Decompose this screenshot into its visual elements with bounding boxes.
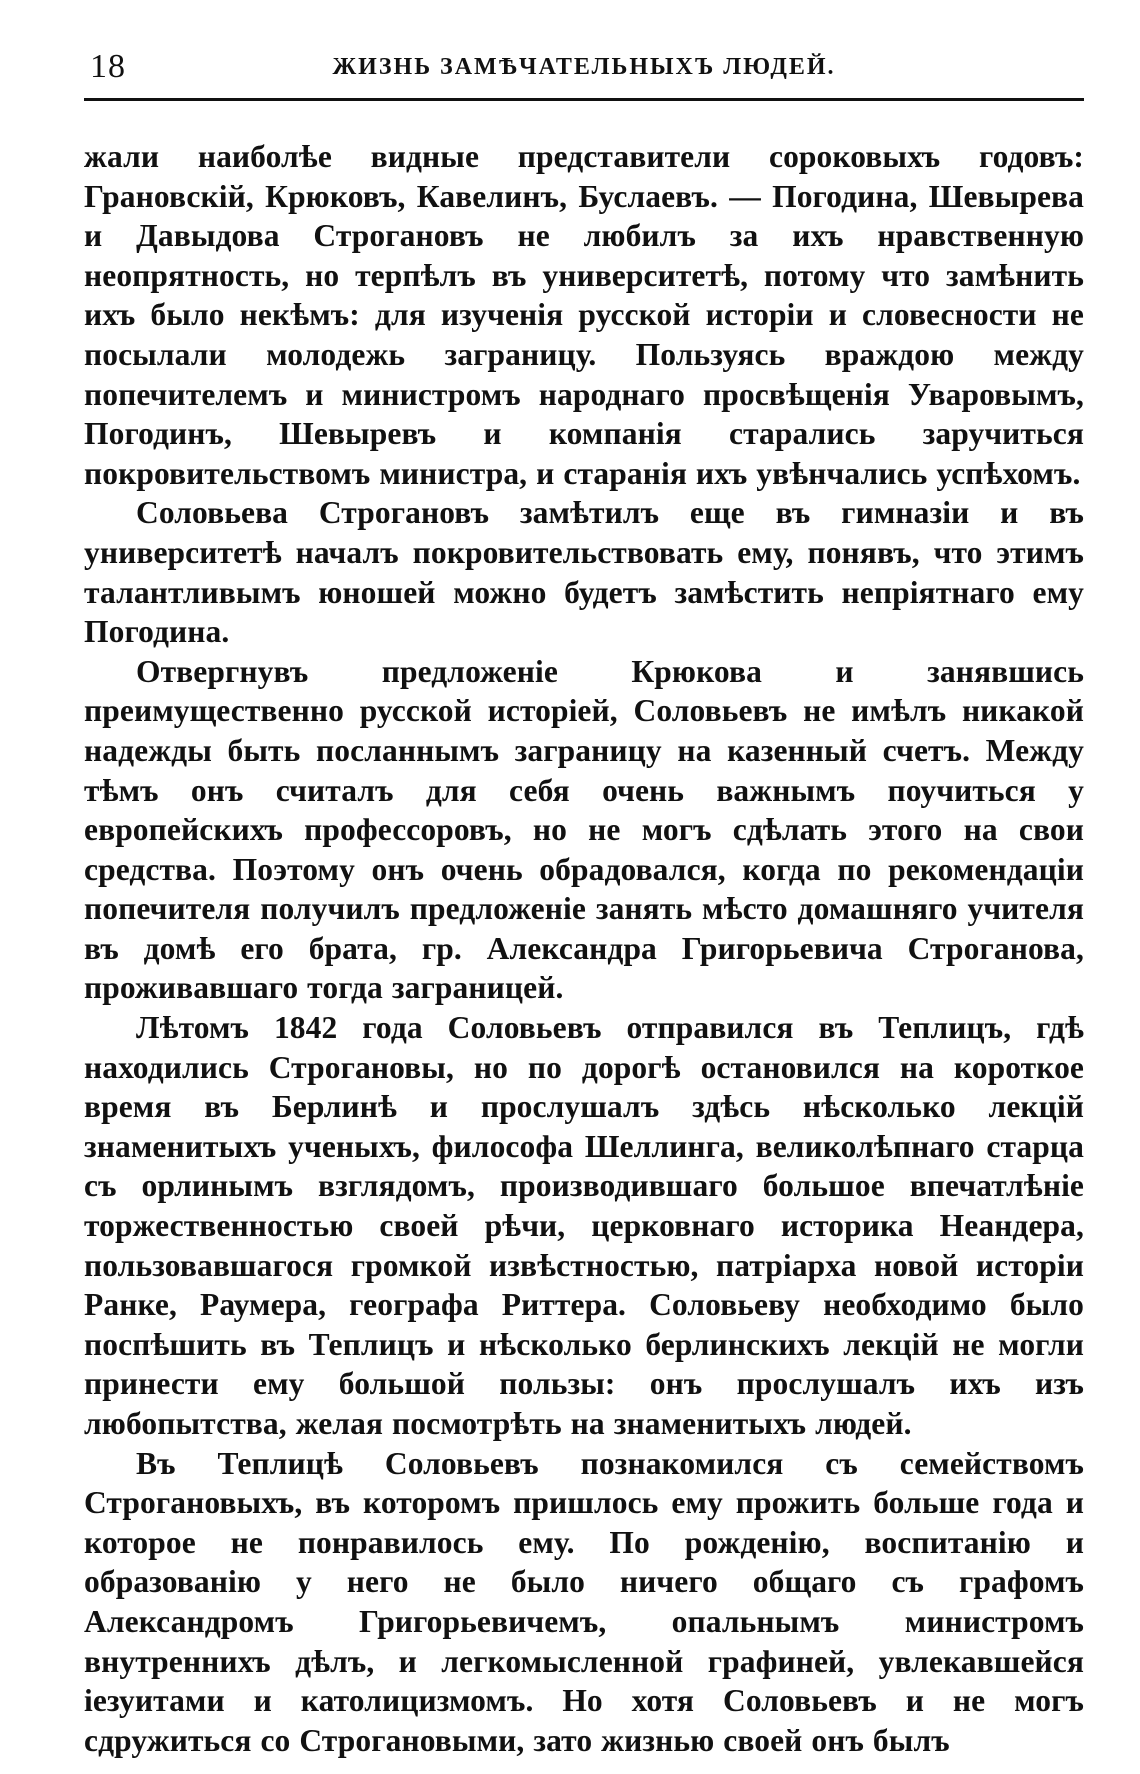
paragraph: Въ Теплицѣ Соловьевъ познакомился съ семействомъ Строгановыхъ, въ которомъ пришлось ему прожить больше года и которое не понравилось ему. По рожденію, воспитанію и образованію у него не было ничего общаго съ графомъ Александромъ Григорьевичемъ, опальнымъ министромъ внутреннихъ дѣлъ, и легкомысленной графиней, увлекавшейся іезуитами и католицизмомъ. Но хотя Соловьевъ и не могъ сдружиться со Строгановыми, зато жизнью своей онъ былъ bbox=[84, 1445, 1084, 1758]
page-number: 18 bbox=[90, 48, 126, 85]
paragraph: Отвергнувъ предложеніе Крюкова и занявшись преимущественно русской исторіей, Соловьевъ не имѣлъ никакой надежды быть посланнымъ заграницу на казенный счетъ. Между тѣмъ онъ считалъ для себя очень важнымъ поучиться у европейскихъ профессоровъ, но не могъ сдѣлать этого на свои средства. Поэтому онъ очень обрадовался, когда по рекомендаціи попечителя получилъ предложеніе занять мѣсто домашняго учителя въ домѣ его брата, гр. Александра Григорьевича Строганова, проживавшаго тогда заграницей. bbox=[84, 653, 1084, 1006]
paragraph: Соловьева Строгановъ замѣтилъ еще въ гимназіи и въ университетѣ началъ покровительствовать ему, понявъ, что этимъ талантливымъ юношей можно будетъ замѣстить непріятнаго ему Погодина. bbox=[84, 495, 1084, 650]
book-page bbox=[84, 44, 1084, 1760]
paragraph: жали наиболѣе видные представители сороковыхъ годовъ: Грановскій, Крюковъ, Кавелинъ, Буслаевъ. — Погодина, Шевырева и Давыдова Строгановъ не любилъ за ихъ нравственную неопрятность, но терпѣлъ въ университетѣ, потому что замѣнить ихъ было некѣмъ: для изученія русской исторіи и словесности не посылали молодежь заграницу. Пользуясь враждою между попечителемъ и министромъ народнаго просвѣщенія Уваровымъ, Погодинъ, Шевыревъ и компанія старались заручиться покровительствомъ министра, и старанія ихъ увѣнчались успѣхомъ. bbox=[84, 139, 1084, 491]
body-text bbox=[84, 137, 1084, 1760]
running-header bbox=[84, 44, 1084, 101]
paragraph: Лѣтомъ 1842 года Соловьевъ отправился въ Теплицъ, гдѣ находились Строгановы, но по дорогѣ остановился на короткое время въ Берлинѣ и прослушалъ здѣсь нѣсколько лекцій знаменитыхъ ученыхъ, философа Шеллинга, великолѣпнаго старца съ орлинымъ взглядомъ, производившаго большое впечатлѣніе торжественностью своей рѣчи, церковнаго историка Неандера, пользовавшагося громкой извѣстностью, патріарха новой исторіи Ранке, Раумера, географа Риттера. Соловьеву необходимо было поспѣшить въ Теплицъ и нѣсколько берлинскихъ лекцій не могли принести ему большой пользы: онъ прослушалъ ихъ изъ любопытства, желая посмотрѣть на знаменитыхъ людей. bbox=[84, 1010, 1084, 1441]
running-title: ЖИЗНЬ ЗАМѢЧАТЕЛЬНЫХЪ ЛЮДЕЙ. bbox=[332, 54, 836, 80]
